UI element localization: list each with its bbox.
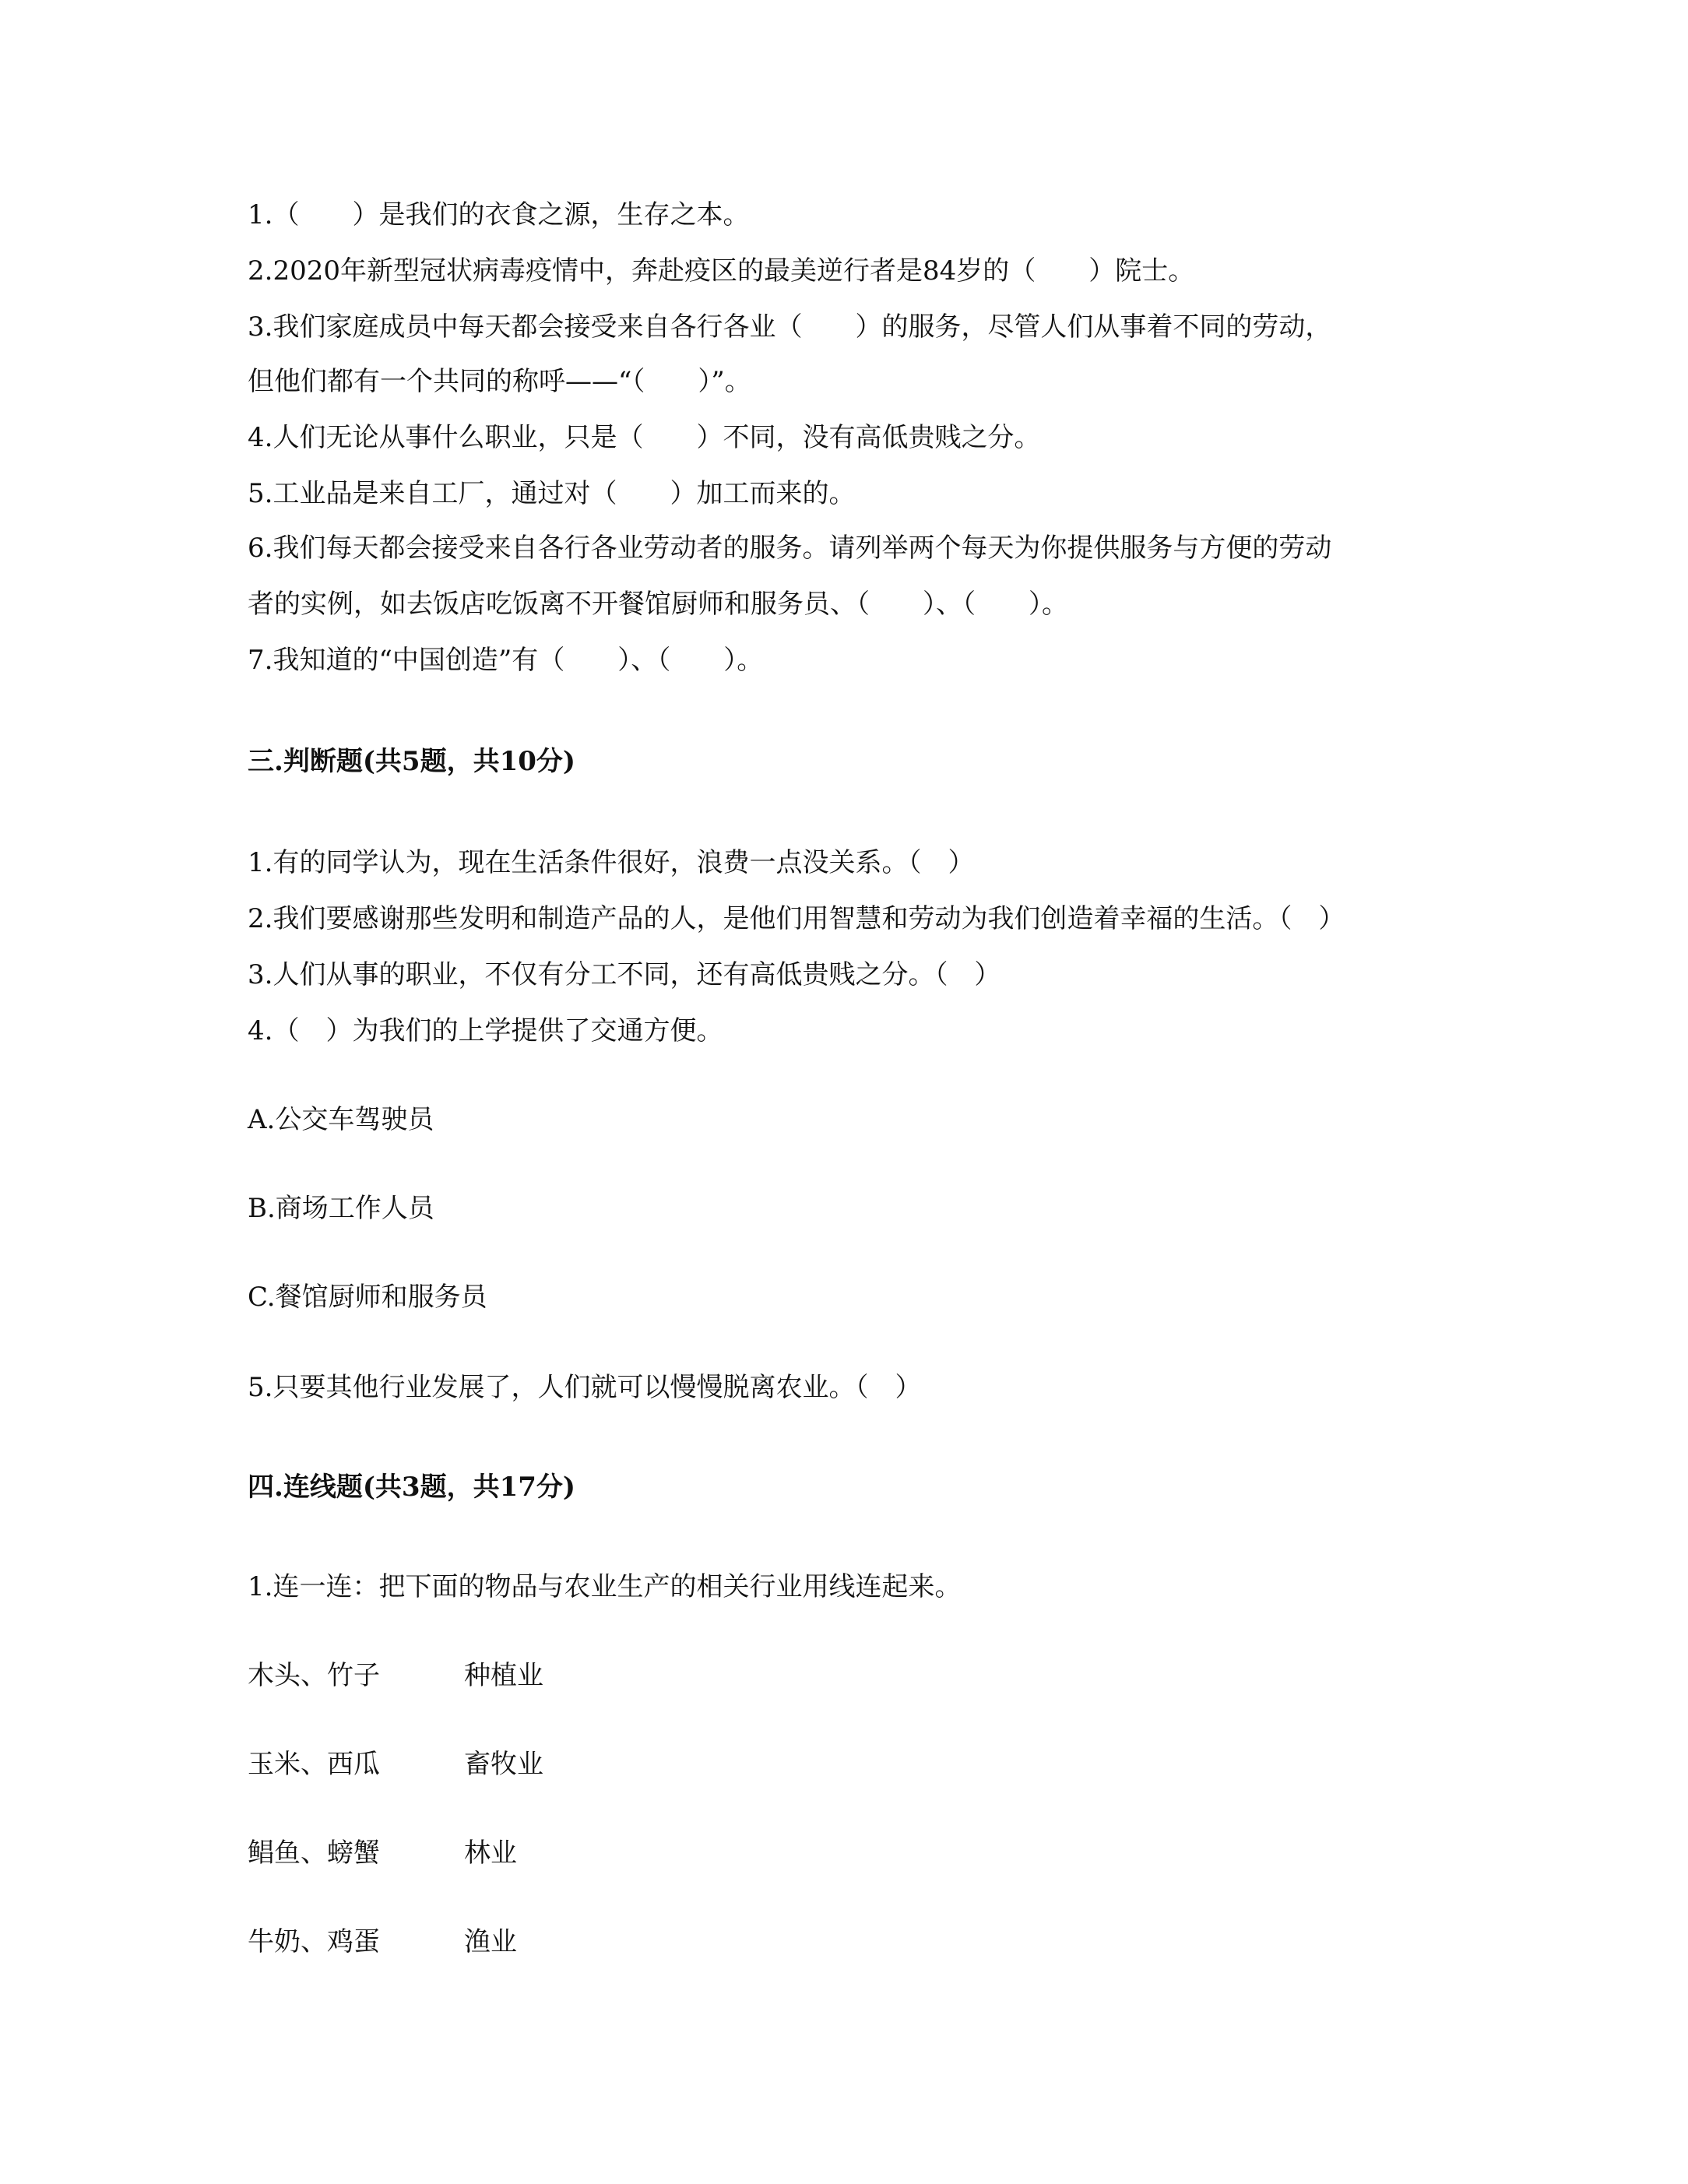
judge-question-4: 4.（ ）为我们的上学提供了交通方便。 [248,1015,723,1046]
match-row [248,1747,543,1781]
fill-question-4: 4.人们无论从事什么职业，只是（ ）不同，没有高低贵贱之分。 [248,422,1041,453]
match-industry: 种植业 [464,1660,543,1691]
judge-question-2: 2.我们要感谢那些发明和制造产品的人，是他们用智慧和劳动为我们创造着幸福的生活。（ ） [248,903,1345,934]
match-industry: 渔业 [464,1926,517,1957]
match-item: 木头、竹子 [248,1660,380,1691]
match-question-1: 1.连一连：把下面的物品与农业生产的相关行业用线连起来。 [248,1571,962,1602]
fill-question-6-line-1: 6.我们每天都会接受来自各行各业劳动者的服务。请列举两个每天为你提供服务与方便的劳动 [248,533,1332,564]
fill-question-7: 7.我知道的“中国创造”有（ ）、（ ）。 [248,645,764,676]
fill-question-6-line-2: 者的实例，如去饭店吃饭离不开餐馆厨师和服务员、（ ）、（ ）。 [248,589,1068,620]
fill-question-5: 5.工业品是来自工厂，通过对（ ）加工而来的。 [248,478,856,509]
match-item: 玉米、西瓜 [248,1749,380,1780]
match-row [248,1925,517,1959]
section-heading-match: 四.连线题(共3题，共17分) [248,1472,575,1503]
judge-question-4-option-b: B.商场工作人员 [248,1193,434,1224]
match-item: 鲳鱼、螃蟹 [248,1838,380,1869]
fill-question-3-line-1: 3.我们家庭成员中每天都会接受来自各行各业（ ）的服务，尽管人们从事着不同的劳动， [248,311,1332,343]
match-row [248,1658,543,1693]
match-industry: 林业 [464,1838,517,1869]
judge-question-4-option-a: A.公交车驾驶员 [248,1104,434,1135]
judge-question-4-option-c: C.餐馆厨师和服务员 [248,1282,487,1313]
match-item: 牛奶、鸡蛋 [248,1926,380,1957]
fill-question-2: 2.2020年新型冠状病毒疫情中，奔赴疫区的最美逆行者是84岁的（ ）院士。 [248,255,1195,287]
fill-question-3-line-2: 但他们都有一个共同的称呼——“（ ）”。 [248,366,751,397]
judge-question-1: 1.有的同学认为，现在生活条件很好，浪费一点没关系。（ ） [248,847,975,878]
fill-question-1: 1.（ ）是我们的衣食之源，生存之本。 [248,199,750,230]
judge-question-5: 5.只要其他行业发展了，人们就可以慢慢脱离农业。（ ） [248,1372,922,1403]
match-row [248,1836,517,1870]
judge-question-3: 3.人们从事的职业，不仅有分工不同，还有高低贵贱之分。（ ） [248,959,1001,990]
match-industry: 畜牧业 [464,1749,543,1780]
section-heading-judge: 三.判断题(共5题，共10分) [248,746,575,777]
